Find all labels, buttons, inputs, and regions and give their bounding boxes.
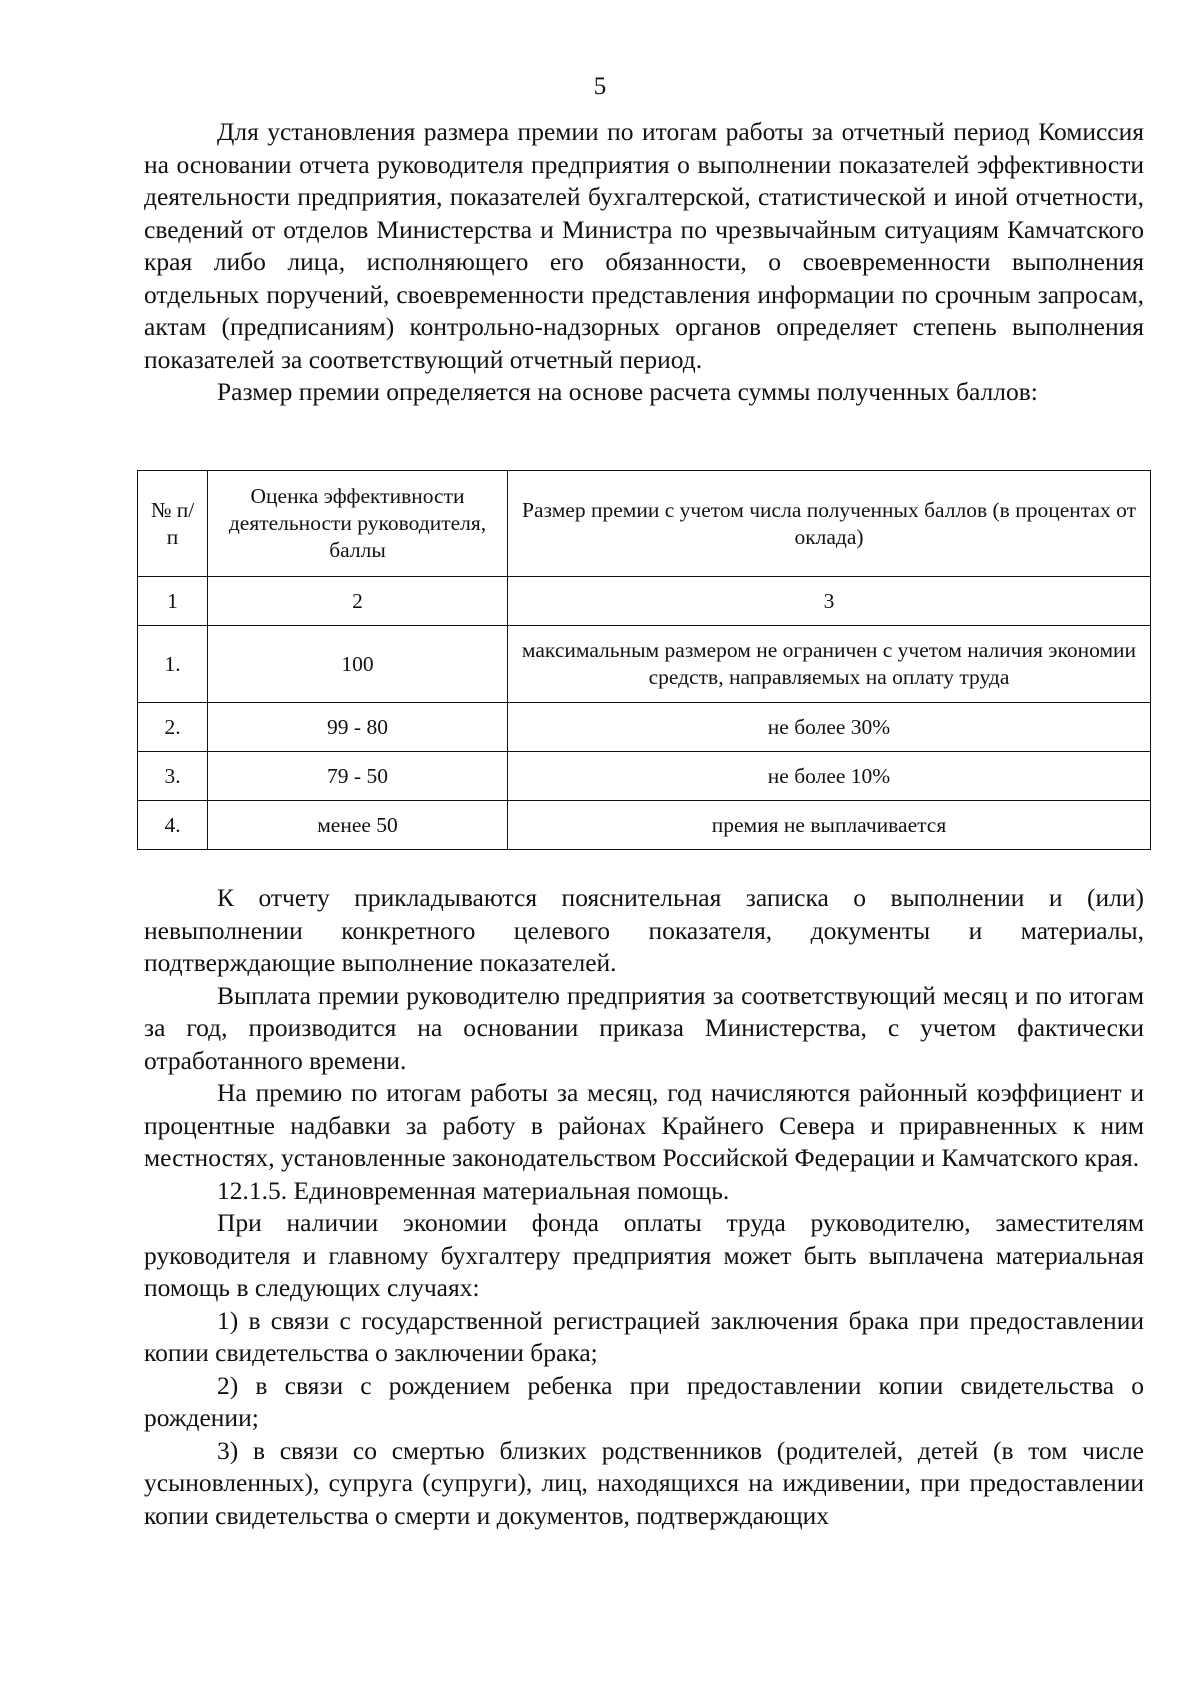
column-number: 1 [138,577,208,626]
table-row [138,801,1151,850]
column-number: 2 [208,577,508,626]
table-row [138,752,1151,801]
bonus-table [137,470,1151,850]
table-cell: 4. [138,801,208,850]
table-row [138,703,1151,752]
table-cell: 99 - 80 [208,703,508,752]
list-item: 2) в связи с рождением ребенка при предоставлении копии свидетельства о рождении; [144,1370,1144,1432]
table-cell: 2. [138,703,208,752]
body-text [144,882,1144,1532]
header-score: Оценка эффективности деятельности руководителя, баллы [208,471,508,577]
table-cell: 100 [208,626,508,703]
page-number: 5 [593,73,607,100]
list-item: 3) в связи со смертью близких родственников (родителей, детей (в том числе усыновленных), супруга (супруги), лиц, находящихся на иждивении, при предоставлении копии свидетельства о смерти и документов, подтверждающих [144,1435,1144,1530]
paragraph: Для установления размера премии по итогам работы за отчетный период Комиссия на основании отчета руководителя предприятия о выполнении показателей эффективности деятельности предприятия, показателей бухгалтерской, статистической и иной отчетности, сведений от отделов Министерства и Министра по чрезвычайным ситуациям Камчатского края либо лица, исполняющего его обязанности, о своевременности выполнения отдельных поручений, своевременности представления информации по срочным запросам, актам (предписаниям) контрольно-надзорных органов определяет степень выполнения показателей за соответствующий отчетный период. [144,117,1144,374]
table-row [138,626,1151,703]
table-header-row [138,471,1151,577]
table-cell: максимальным размером не ограничен с учетом наличия экономии средств, направляемых на оплату труда [508,626,1151,703]
table-cell: менее 50 [208,801,508,850]
paragraph: Размер премии определяется на основе расчета суммы полученных баллов: [217,377,1038,406]
intro-text [144,116,1144,409]
paragraph: При наличии экономии фонда оплаты труда руководителю, заместителям руководителя и главному бухгалтеру предприятия может быть выплачена материальная помощь в следующих случаях: [144,1208,1144,1302]
table-cell: 79 - 50 [208,752,508,801]
header-bonus: Размер премии с учетом числа полученных баллов (в процентах от оклада) [508,471,1151,577]
table-column-numbers [138,577,1151,626]
table-cell: не более 10% [508,752,1151,801]
table-cell: 1. [138,626,208,703]
table-cell: 3. [138,752,208,801]
paragraph: На премию по итогам работы за месяц, год начисляются районный коэффициент и процентные надбавки за работу в районах Крайнего Севера и приравненных к ним местностях, установленные законодательством Российской Федерации и Камчатского края. [144,1078,1144,1172]
list-item: 1) в связи с государственной регистрацией заключения брака при предоставлении копии свидетельства о заключении брака; [144,1305,1144,1367]
paragraph: Выплата премии руководителю предприятия за соответствующий месяц и по итогам за год, производится на основании приказа Министерства, с учетом фактически отработанного времени. [144,980,1144,1075]
header-number: № п/п [138,471,208,577]
table-cell: не более 30% [508,703,1151,752]
section-heading: 12.1.5. Единовременная материальная помощь. [217,1175,730,1205]
table-cell: премия не выплачивается [508,801,1151,850]
column-number: 3 [508,577,1151,626]
paragraph: К отчету прикладываются пояснительная записка о выполнении и (или) невыполнении конкретного целевого показателя, документы и материалы, подтверждающие выполнение показателей. [144,883,1144,977]
